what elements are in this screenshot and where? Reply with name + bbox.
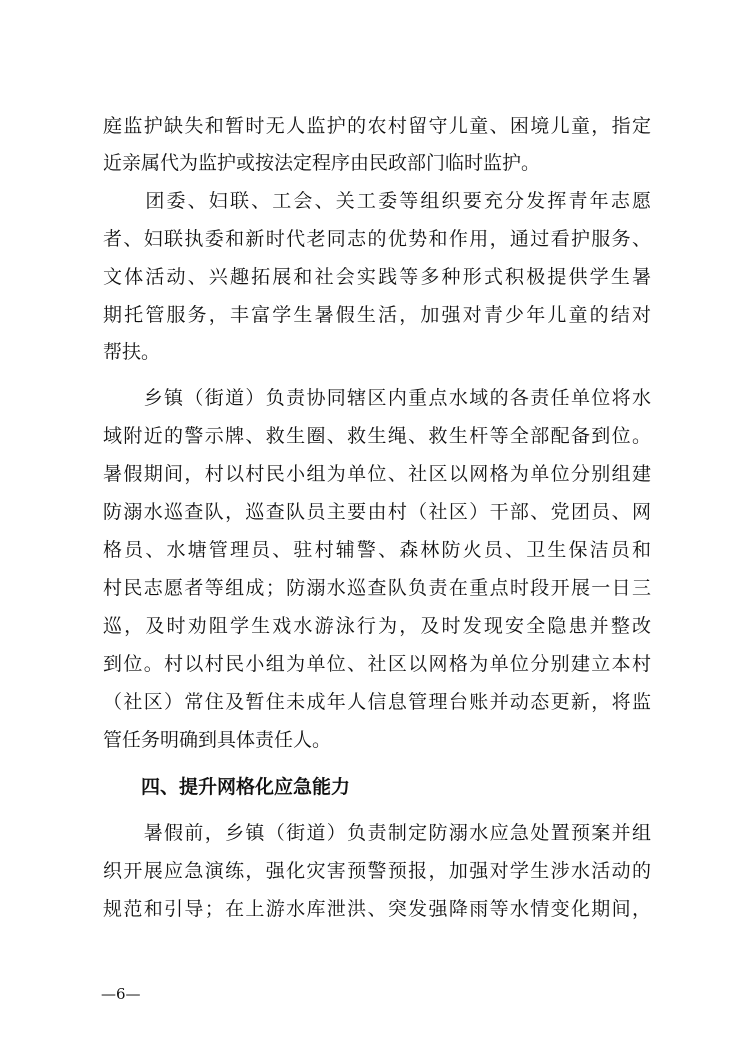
body-text-line: 防溺水巡查队，巡查队员主要由村（社区）干部、党团员、网 [103, 501, 651, 523]
body-text-line: 管任务明确到具体责任人。 [103, 729, 332, 751]
body-text-line: 文体活动、兴趣拓展和社会实践等多种形式积极提供学生暑 [103, 266, 651, 288]
body-text-line: 村民志愿者等组成；防溺水巡查队负责在重点时段开展一日三 [103, 577, 651, 599]
section-heading: 四、提升网格化应急能力 [103, 776, 351, 798]
body-text-line: 团委、妇联、工会、关工委等组织要充分发挥青年志愿 [103, 190, 651, 212]
body-text-line: 近亲属代为监护或按法定程序由民政部门临时监护。 [103, 152, 541, 174]
body-text-line: 期托管服务，丰富学生暑假生活，加强对青少年儿童的结对 [103, 304, 651, 326]
body-text-line: 乡镇（街道）负责协同辖区内重点水域的各责任单位将水 [103, 387, 651, 409]
body-text-line: 帮扶。 [103, 341, 161, 363]
body-text-line: 者、妇联执委和新时代老同志的优势和作用，通过看护服务、 [103, 228, 651, 250]
body-text-line: 规范和引导；在上游水库泄洪、突发强降雨等水情变化期间， [103, 898, 651, 920]
body-text-line: 暑假前，乡镇（街道）负责制定防溺水应急处置预案并组 [103, 822, 651, 844]
body-text-line: 域附近的警示牌、救生圈、救生绳、救生杆等全部配备到位。 [103, 425, 651, 447]
body-text-line: （社区）常住及暂住未成年人信息管理台账并动态更新，将监 [103, 691, 651, 713]
body-text-line: 暑假期间，村以村民小组为单位、社区以网格为单位分别组建 [103, 463, 651, 485]
body-text-line: 巡，及时劝阻学生戏水游泳行为，及时发现安全隐患并整改 [103, 615, 651, 637]
page-number: —6— [101, 985, 141, 1003]
body-text-line: 格员、水塘管理员、驻村辅警、森林防火员、卫生保洁员和 [103, 539, 651, 561]
body-text-line: 织开展应急演练，强化灾害预警预报，加强对学生涉水活动的 [103, 860, 651, 882]
body-text-line: 庭监护缺失和暂时无人监护的农村留守儿童、困境儿童，指定 [103, 115, 651, 137]
body-text-line: 到位。村以村民小组为单位、社区以网格为单位分别建立本村 [103, 653, 651, 675]
